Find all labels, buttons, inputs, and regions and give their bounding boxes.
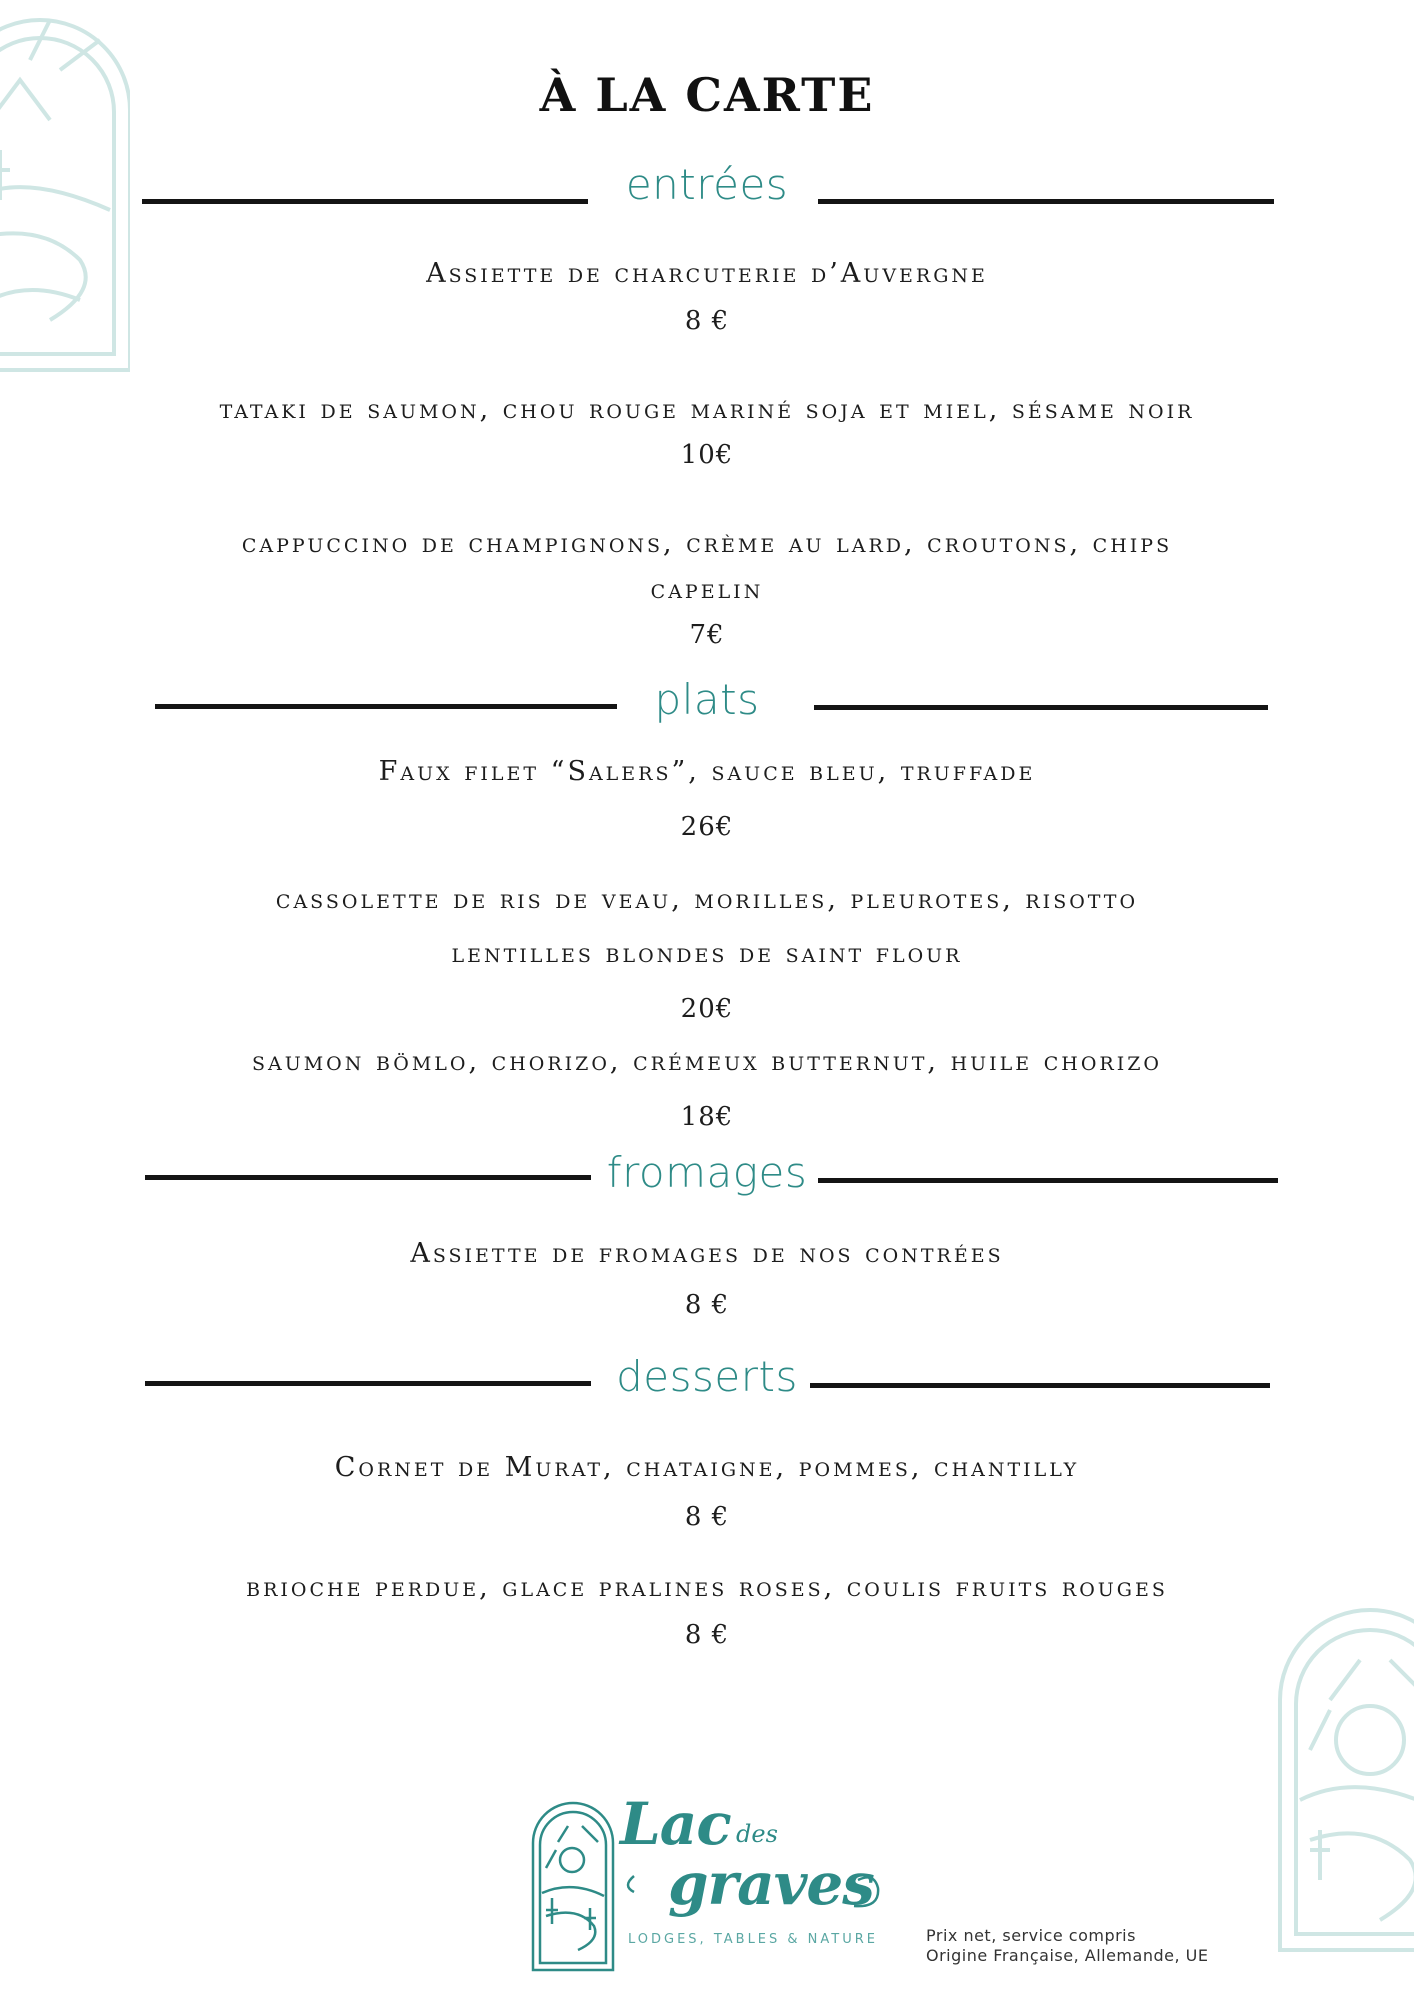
dish-name: saumon bömlo, chorizo, crémeux butternut, huile chorizo	[251, 1046, 1163, 1077]
dish-price: 7€	[689, 620, 725, 650]
dish-name: tataki de saumon, chou rouge mariné soja et miel, sésame noir	[219, 394, 1195, 425]
dish-name: cassolette de ris de veau, morilles, pleurotes, risotto	[275, 884, 1139, 915]
dish-price: 10€	[680, 440, 734, 470]
restaurant-logo	[528, 1790, 888, 1990]
dish-name: cappuccino de champignons, crème au lard, croutons, chips	[241, 528, 1173, 559]
section-plats	[0, 675, 1414, 739]
section-title: fromages	[606, 1148, 808, 1197]
dish-price: 20€	[680, 994, 734, 1024]
dish-name: Faux filet “Salers”, sauce bleu, truffade	[378, 756, 1036, 787]
page-title: À LA CARTE	[539, 68, 875, 122]
section-rule-right	[810, 1383, 1270, 1388]
logo-emblem-icon	[528, 1798, 618, 1978]
section-title: entrées	[625, 160, 789, 209]
logo-word-lac: Lac	[620, 1790, 731, 1858]
dish-price: 8 €	[684, 306, 730, 336]
section-fromages	[0, 1148, 1414, 1212]
section-desserts	[0, 1352, 1414, 1416]
dish-price: 8 €	[684, 1502, 730, 1532]
footer-note-origin: Origine Française, Allemande, UE	[926, 1946, 1209, 1965]
dish-name: Assiette de fromages de nos contrées	[410, 1238, 1004, 1269]
footer-note-pricing: Prix net, service compris	[926, 1926, 1136, 1945]
section-entrees	[0, 160, 1414, 224]
section-rule-right	[818, 199, 1274, 204]
decorative-emblem-bottom-right	[1270, 1600, 1414, 1960]
dish-name-continued: lentilles blondes de saint flour	[451, 938, 963, 969]
logo-word-graves: graves	[668, 1850, 874, 1918]
dish-name: Assiette de charcuterie d’Auvergne	[426, 258, 988, 289]
dish-price: 8 €	[684, 1620, 730, 1650]
dish-name: brioche perdue, glace pralines roses, coulis fruits rouges	[246, 1572, 1168, 1603]
dish-price: 26€	[680, 812, 734, 842]
section-title: plats	[654, 675, 760, 724]
dish-name: Cornet de Murat, chataigne, pommes, chantilly	[334, 1452, 1080, 1483]
logo-word-des: des	[736, 1820, 778, 1848]
dish-price: 8 €	[684, 1290, 730, 1320]
dish-price: 18€	[680, 1102, 734, 1132]
dish-name-continued: capelin	[650, 574, 764, 605]
logo-tagline: LODGES, TABLES & NATURE	[628, 1932, 878, 1947]
section-title: desserts	[616, 1352, 798, 1401]
logo-swirl-icon	[618, 1862, 888, 1922]
section-rule-right	[814, 705, 1268, 710]
section-rule-right	[818, 1178, 1278, 1183]
